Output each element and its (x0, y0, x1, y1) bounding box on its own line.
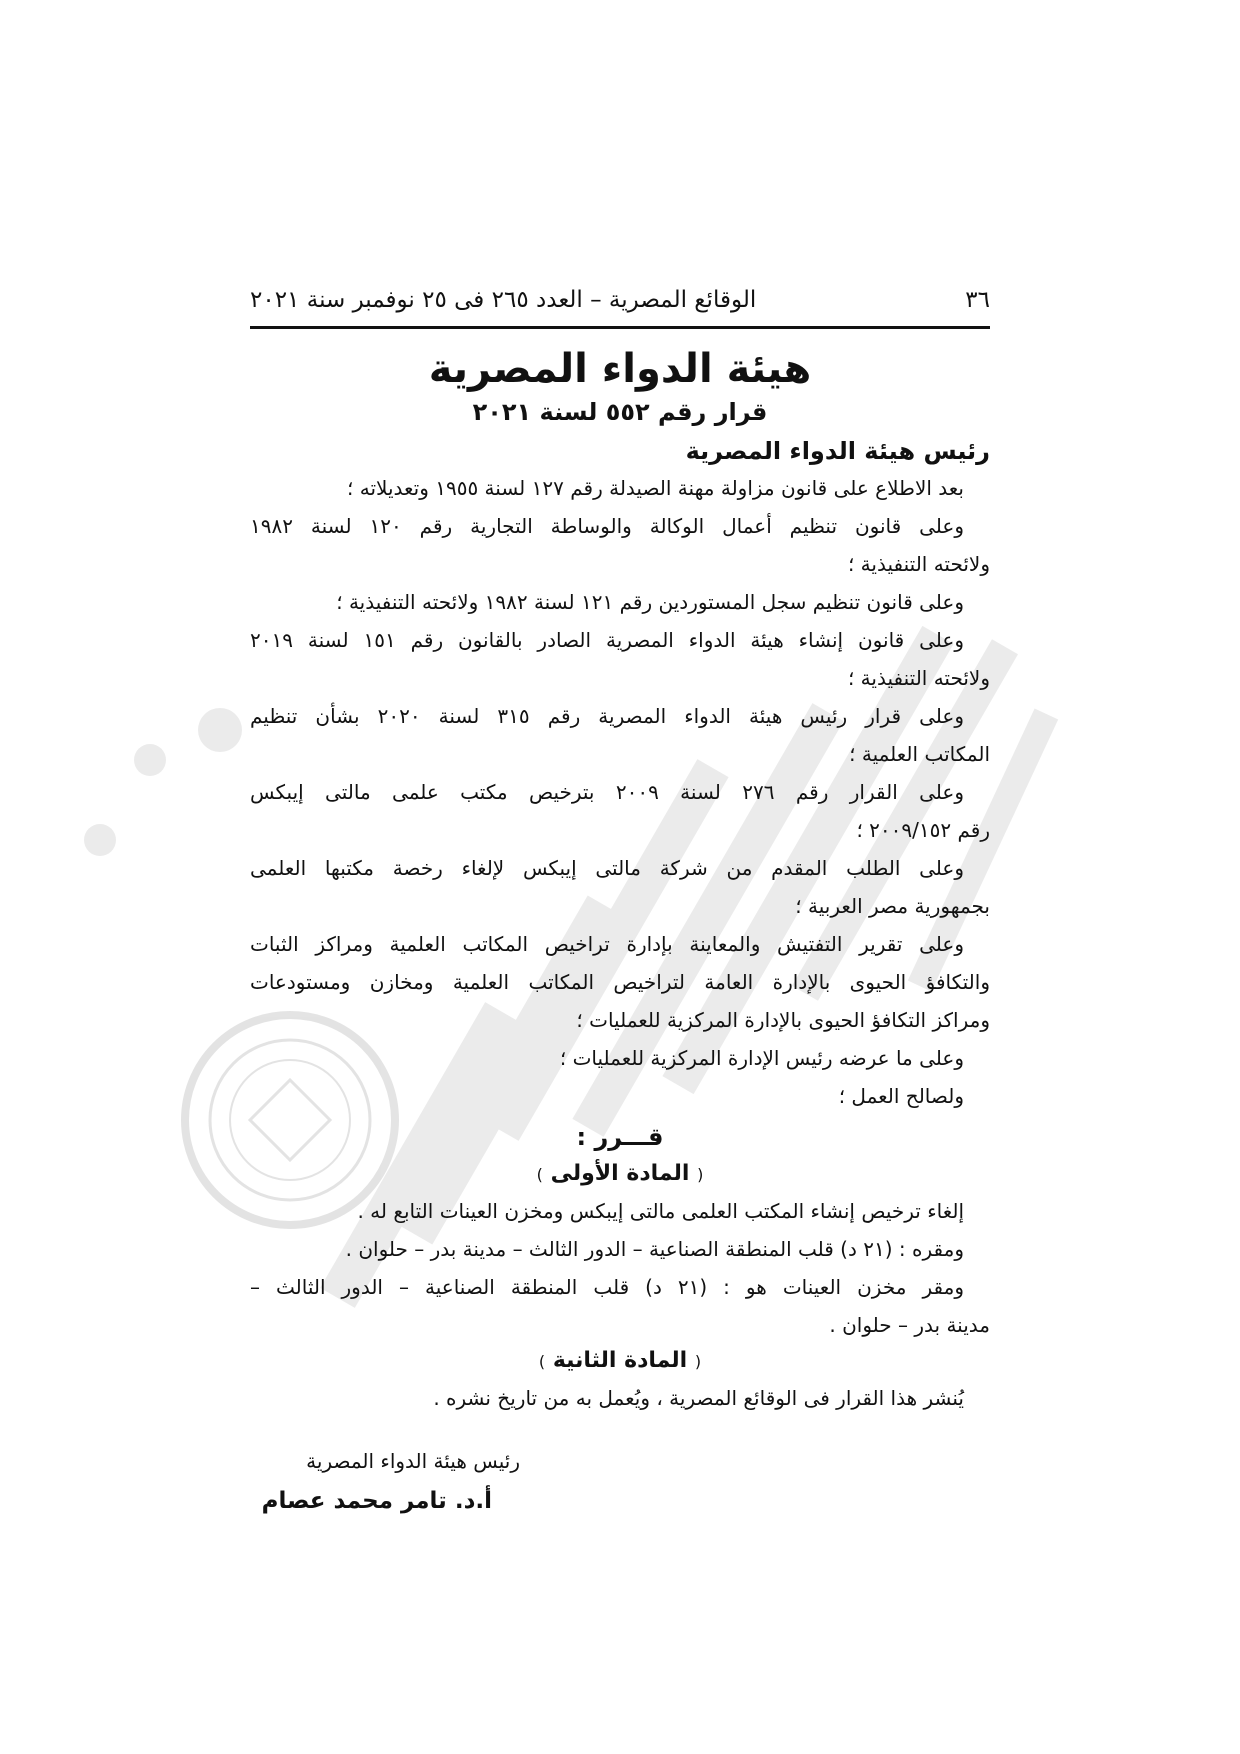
article-1-body (250, 1192, 990, 1344)
preamble-line: وعلى الطلب المقدم من شركة مالتى إيبكس لإلغاء رخصة مكتبها العلمى (250, 856, 964, 880)
preamble-line: وعلى قانون إنشاء هيئة الدواء المصرية الصادر بالقانون رقم ١٥١ لسنة ٢٠١٩ (250, 628, 964, 652)
header-divider (250, 326, 990, 329)
preamble-line: وعلى قانون تنظيم سجل المستوردين رقم ١٢١ لسنة ١٩٨٢ ولائحته التنفيذية ؛ (336, 590, 964, 614)
preamble-line: رقم ٢٠٠٩/١٥٢ ؛ (856, 818, 990, 842)
preamble-line: ولائحته التنفيذية ؛ (847, 552, 990, 576)
signatory-name: أ.د. تامر محمد عصام (261, 1488, 492, 1514)
preamble-line: ومراكز التكافؤ الحيوى بالإدارة المركزية للعمليات ؛ (576, 1008, 990, 1032)
preamble-line: ولائحته التنفيذية ؛ (847, 666, 990, 690)
preamble-line: وعلى ما عرضه رئيس الإدارة المركزية للعمليات ؛ (559, 1046, 964, 1070)
preamble-line: ولصالح العمل ؛ (838, 1084, 964, 1108)
preamble (250, 469, 990, 1115)
preamble-line: وعلى تقرير التفتيش والمعاينة بإدارة تراخيص المكاتب العلمية ومراكز الثبات (250, 932, 964, 956)
decreed-heading: قـــرر : (576, 1123, 664, 1151)
article-line: ومقره : (٢١ د) قلب المنطقة الصناعية – الدور الثالث – مدينة بدر – حلوان . (345, 1237, 964, 1261)
preamble-line: وعلى قانون تنظيم أعمال الوكالة والوساطة التجارية رقم ١٢٠ لسنة ١٩٨٢ (250, 514, 964, 538)
page-header (250, 280, 990, 320)
preamble-line: المكاتب العلمية ؛ (849, 742, 990, 766)
article-line: ومقر مخزن العينات هو : (٢١ د) قلب المنطقة الصناعية – الدور الثالث – (250, 1275, 964, 1299)
page-number: ٣٦ (965, 287, 990, 313)
preamble-line: وعلى القرار رقم ٢٧٦ لسنة ٢٠٠٩ بترخيص مكتب علمى مالتى إيبكس (250, 780, 964, 804)
document-content (250, 280, 990, 1521)
publication-line: الوقائع المصرية – العدد ٢٦٥ فى ٢٥ نوفمبر سنة ٢٠٢١ (250, 287, 757, 313)
article-line: مدينة بدر – حلوان . (829, 1313, 990, 1337)
article-2-body (250, 1379, 990, 1417)
preamble-line: بعد الاطلاع على قانون مزاولة مهنة الصيدلة رقم ١٢٧ لسنة ١٩٥٥ وتعديلاته ؛ (347, 476, 964, 500)
issuer-heading: رئيس هيئة الدواء المصرية (685, 437, 990, 465)
preamble-line: والتكافؤ الحيوى بالإدارة العامة لتراخيص المكاتب العلمية ومخازن ومستودعات (250, 970, 990, 994)
article-1-title: ( المادة الأولى ) (536, 1161, 704, 1186)
organization-title: هيئة الدواء المصرية (428, 346, 812, 392)
article-line: يُنشر هذا القرار فى الوقائع المصرية ، ويُعمل به من تاريخ نشره . (433, 1386, 964, 1410)
article-line: إلغاء ترخيص إنشاء المكتب العلمى مالتى إيبكس ومخزن العينات التابع له . (357, 1199, 964, 1223)
article-2-title: ( المادة الثانية ) (538, 1348, 702, 1373)
preamble-line: وعلى قرار رئيس هيئة الدواء المصرية رقم ٣١٥ لسنة ٢٠٢٠ بشأن تنظيم (250, 704, 964, 728)
decree-title: قرار رقم ٥٥٢ لسنة ٢٠٢١ (472, 398, 768, 426)
signatory-title: رئيس هيئة الدواء المصرية (306, 1449, 520, 1473)
article-1-title-text: المادة الأولى (550, 1161, 690, 1186)
signature-block (250, 1441, 520, 1521)
preamble-line: بجمهورية مصر العربية ؛ (795, 894, 990, 918)
article-2-title-text: المادة الثانية (552, 1348, 688, 1373)
